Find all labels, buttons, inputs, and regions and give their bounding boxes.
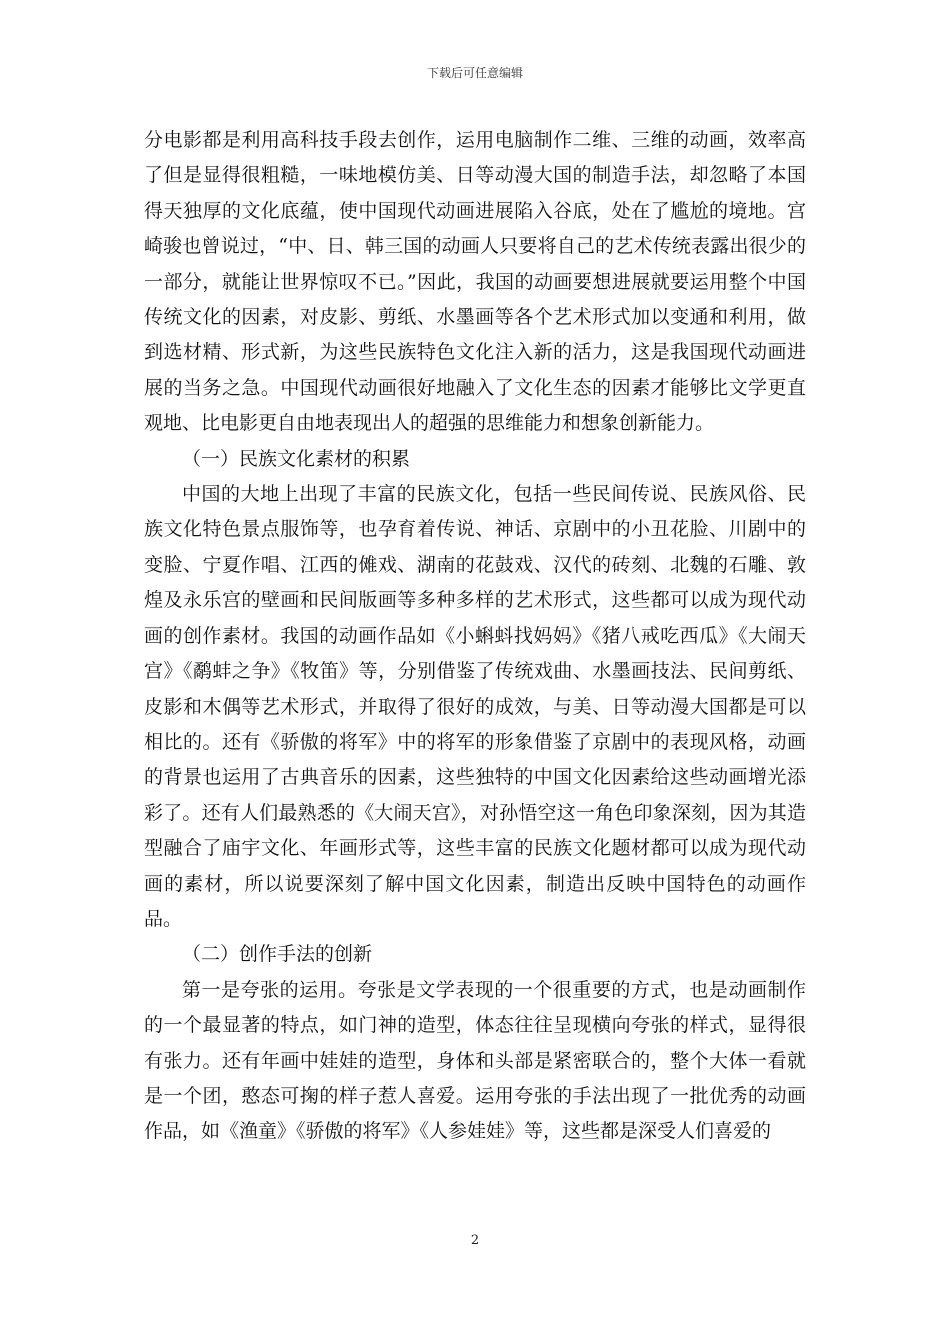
section-heading-2: （二）创作手法的创新: [182, 943, 373, 966]
page-header: 下载后可任意编辑: [426, 66, 523, 80]
paragraph-folk-culture: 中国的大地上出现了丰富的民族文化，包括一些民间传说、民族风俗、民族文化特色景点服饰等，也孕育着传说、神话、京剧中的小丑花脸、川剧中的变脸、宁夏作唱、江西的傩戏、湖南的花鼓戏、汉代的砖刻、北魏的石雕、敦煌及永乐宫的壁画和民间版画等多种多样的艺术形式，这些都可以成为现代动画的创作素材。我国的动画作品如《小蝌蚪找妈妈》《猪八戒吃西瓜》《大闹天宫》《鹬蚌之争》《牧笛》等，分别借鉴了传统戏曲、水墨画技法、民间剪纸、皮影和木偶等艺术形式，并取得了很好的成效，与美、日等动漫大国都是可以相比的。还有《骄傲的将军》中的将军的形象借鉴了京剧中的表现风格，动画的背景也运用了古典音乐的因素，这些独特的中国文化因素给这些动画增光添彩了。还有人们最熟悉的《大闹天宫》，对孙悟空这一角色印象深刻，因为其造型融合了庙宇文化、年画形式等，这些丰富的民族文化题材都可以成为现代动画的素材，所以说要深刻了解中国文化因素，制造出反映中国特色的动画作品。: [144, 483, 806, 930]
paragraph-continuation: 分电影都是利用高科技手段去创作，运用电脑制作二维、三维的动画，效率高了但是显得很粗糙，一味地模仿美、日等动漫大国的制造手法，却忽略了本国得天独厚的文化底蕴，使中国现代动画进展陷入谷底，处在了尴尬的境地。宫崎骏也曾说过，“中、日、韩三国的动画人只要将自己的艺术传统表露出很少的一部分，就能让世界惊叹不已。”因此，我国的动画要想进展就要运用整个中国传统文化的因素，对皮影、剪纸、水墨画等各个艺术形式加以变通和利用，做到选材精、形式新，为这些民族特色文化注入新的活力，这是我国现代动画进展的当务之急。中国现代动画很好地融入了文化生态的因素才能够比文学更直观地、比电影更自由地表现出人的超强的思维能力和想象创新能力。: [144, 129, 806, 435]
section-heading-1: （一）民族文化素材的积累: [182, 447, 411, 470]
body-text: [144, 123, 806, 1150]
paragraph-exaggeration: 第一是夸张的运用。夸张是文学表现的一个很重要的方式，也是动画制作的一个最显著的特点，如门神的造型，体态往往呈现横向夸张的样式，显得很有张力。还有年画中娃娃的造型，身体和头部是紧密联合的，整个大体一看就是一个团，憨态可掬的样子惹人喜爱。运用夸张的手法出现了一批优秀的动画作品，如《渔童》《骄傲的将军》《人参娃娃》等，这些都是深受人们喜爱的: [144, 978, 806, 1143]
page-number: 2: [470, 1233, 480, 1248]
